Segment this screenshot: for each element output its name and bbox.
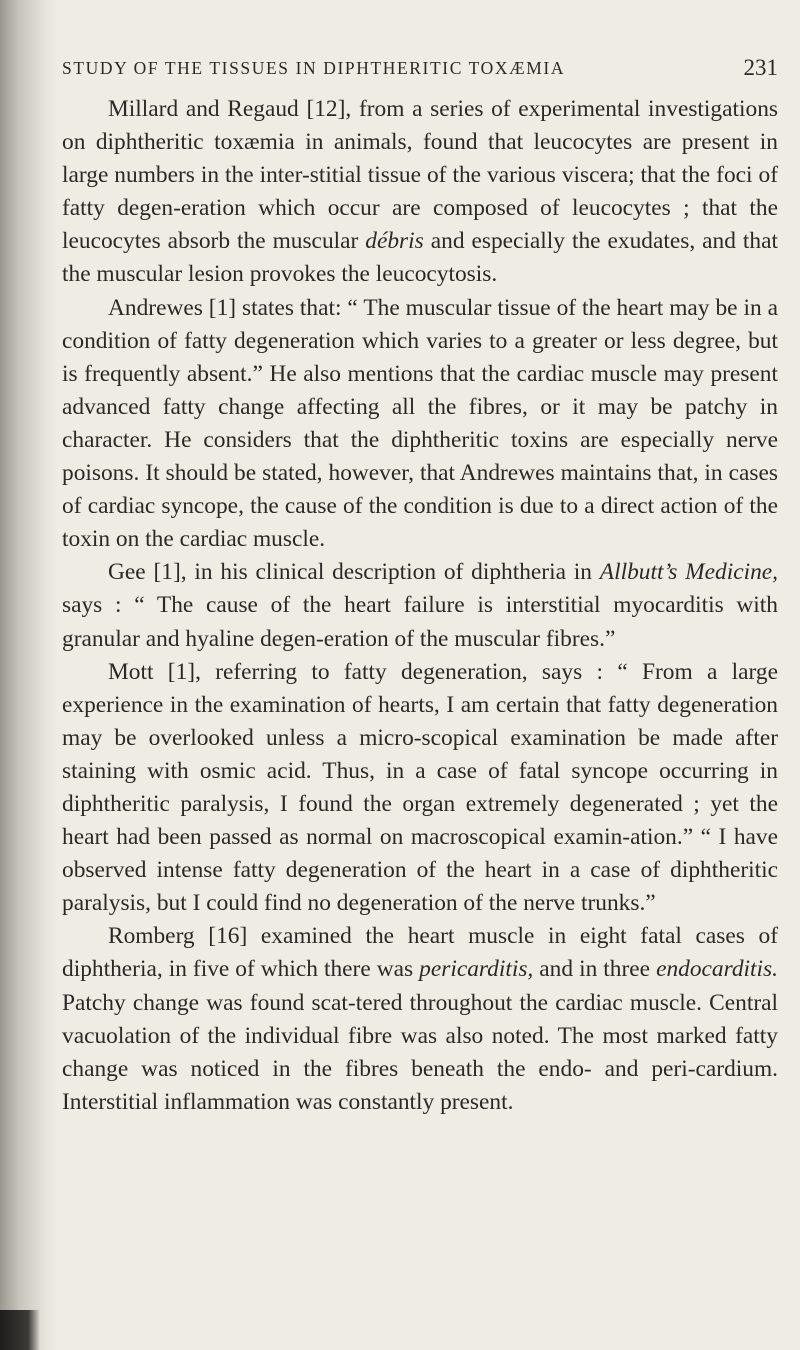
paragraph-text: and in three xyxy=(533,956,657,983)
italic-title: Allbutt’s Medicine, xyxy=(599,559,778,586)
paragraph-text: says : “ The cause of the heart failure is interstitial myocarditis with granular and hyaline degen-eration of the muscular fibres.” xyxy=(62,592,778,652)
page-number: 231 xyxy=(743,55,778,80)
paragraph-text: Andrewes [1] states that: “ The muscular tissue of the heart may be in a condition of fatty degeneration which varies to a greater or less degree, but is frequently absent.” He also mentions that the cardiac muscle may present advanced fatty change affecting all the fibres, or it may be patchy in character. He considers that the diphtheritic toxins are especially nerve poisons. It should be stated, however, that Andrewes maintains that, in cases of cardiac syncope, the cause of the condition is due to a direct action of the toxin on the cardiac muscle. xyxy=(62,294,778,553)
paragraph-text: Romberg [16] examined the heart muscle in eight fatal cases of diphtheria, in five of which there was xyxy=(62,923,778,983)
paragraph-mott xyxy=(62,656,778,921)
paragraph-text: Gee [1], in his clinical description of diphtheria in xyxy=(108,559,600,586)
paragraph-text: Patchy change was found scat-tered throughout the cardiac muscle. Central vacuolation of the individual fibre was also noted. The most marked fatty change was noticed in the fibres beneath the endo- and peri-cardium. Interstitial inflammation was constantly present. xyxy=(62,989,778,1115)
running-head: STUDY OF THE TISSUES IN DIPHTHERITIC TOXÆMIA xyxy=(62,58,566,78)
italic-term: pericarditis, xyxy=(419,956,534,983)
italic-term: débris xyxy=(365,228,424,255)
paragraph-text: Millard and Regaud [12], from a series of experimental investigations on diphtheritic toxæmia in animals, found that leucocytes are present in large numbers in the inter-stitial tissue of the various viscera; that the foci of fatty degen-eration which occur are composed of leucocytes ; that the leucocytes absorb the muscular xyxy=(62,96,778,255)
page-body xyxy=(62,93,778,1119)
paragraph-romberg xyxy=(62,920,778,1119)
paragraph-gee xyxy=(62,556,778,655)
italic-term: endocarditis. xyxy=(656,956,778,983)
binding-edge xyxy=(0,1310,40,1350)
page-header xyxy=(62,55,778,88)
paragraph-andrewes xyxy=(62,292,778,557)
paragraph-millard-regaud xyxy=(62,93,778,292)
paragraph-text: Mott [1], referring to fatty degeneration, says : “ From a large experience in the examination of hearts, I am certain that fatty degeneration may be overlooked unless a micro-scopical examination be made after staining with osmic acid. Thus, in a case of fatal syncope occurring in diphtheritic paralysis, I found the organ extremely degenerated ; yet the heart had been passed as normal on macroscopical examin-ation.” “ I have observed intense fatty degeneration of the heart in a case of diphtheritic paralysis, but I could find no degeneration of the nerve trunks.” xyxy=(62,658,778,917)
page-gutter-shadow xyxy=(0,0,58,1350)
paragraph-text: and especially the exudates, and that the muscular lesion provokes the leucocytosis. xyxy=(62,228,778,288)
